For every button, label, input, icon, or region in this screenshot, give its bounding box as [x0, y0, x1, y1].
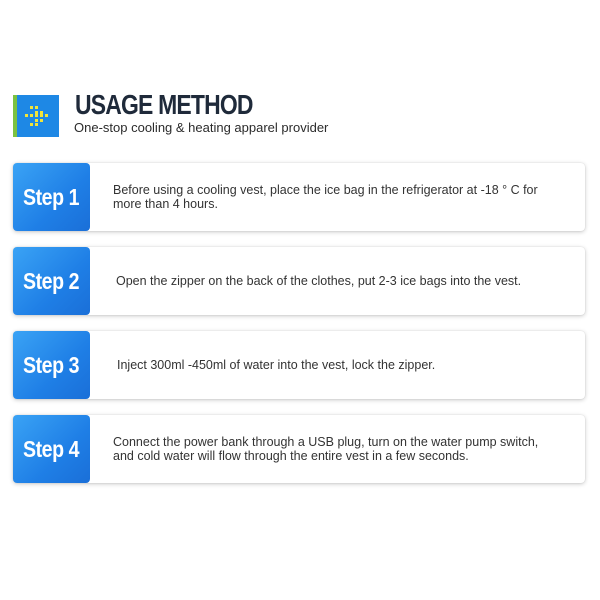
step-badge-label: Step 2 — [23, 267, 80, 294]
step-text: Connect the power bank through a USB plug, turn on the water pump switch, and cold water will flow through the entire vest in a few seconds. — [113, 435, 539, 463]
step-badge-2 — [13, 247, 90, 315]
arrow-dots-logo-icon — [13, 95, 59, 137]
step-card-1 — [13, 163, 585, 231]
step-badge-label: Step 4 — [23, 435, 80, 462]
step-card-4 — [13, 415, 585, 483]
step-badge-label: Step 3 — [23, 351, 80, 378]
step-text: Open the zipper on the back of the clothes, put 2-3 ice bags into the vest. — [116, 274, 522, 288]
step-description-3 — [117, 331, 555, 399]
steps-list — [13, 163, 587, 499]
header — [13, 89, 573, 138]
step-card-3 — [13, 331, 585, 399]
step-badge-1 — [13, 163, 90, 231]
step-description-1 — [113, 163, 555, 231]
step-badge-4 — [13, 415, 90, 483]
step-description-4 — [113, 415, 555, 483]
step-description-2 — [116, 247, 555, 315]
step-text: Inject 300ml -450ml of water into the vest, lock the zipper. — [117, 358, 436, 372]
page-title: USAGE METHOD — [75, 89, 253, 120]
page-subtitle: One-stop cooling & heating apparel provider — [74, 120, 329, 135]
step-badge-3 — [13, 331, 90, 399]
step-card-2 — [13, 247, 585, 315]
step-badge-label: Step 1 — [23, 183, 80, 210]
step-text: Before using a cooling vest, place the ice bag in the refrigerator at -18 ° C for more than 4 hours. — [113, 183, 538, 211]
